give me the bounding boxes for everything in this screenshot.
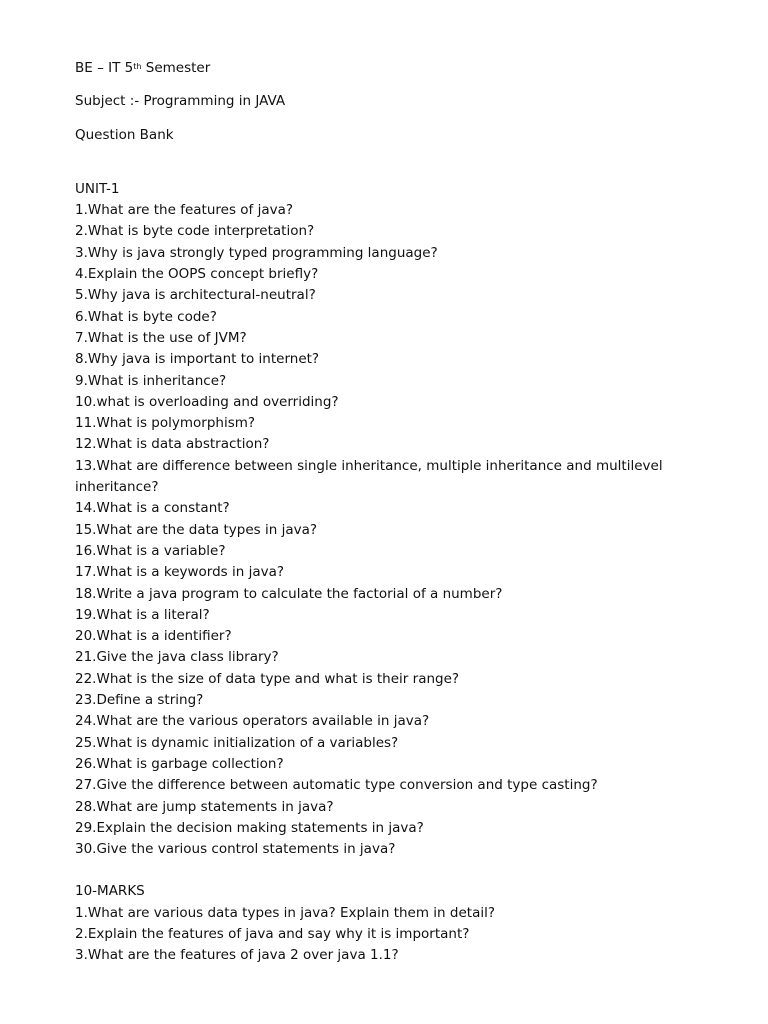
question-item: 16.What is a variable? [75, 542, 226, 559]
ten-marks-title: 10-MARKS [75, 883, 145, 900]
question-item: 5.Why java is architectural-neutral? [75, 287, 316, 304]
unit-1-title: UNIT-1 [75, 180, 120, 197]
semester-ordinal-suffix: th [133, 62, 142, 71]
question-item: 9.What is inheritance? [75, 372, 227, 389]
question-item: 19.What is a literal? [75, 606, 210, 623]
ten-marks-question-list [75, 903, 728, 967]
question-item: 26.What is garbage collection? [75, 755, 284, 772]
question-item: 15.What are the data types in java? [75, 521, 318, 538]
semester-prefix: BE – IT 5 [75, 60, 134, 76]
question-item: 12.What is data abstraction? [75, 436, 270, 453]
document-page [75, 58, 728, 967]
question-item: 29.Explain the decision making statements in java? [75, 819, 424, 836]
question-item: 11.What is polymorphism? [75, 415, 256, 432]
question-item: 28.What are jump statements in java? [75, 798, 334, 815]
question-item: 3.What are the features of java 2 over java 1.1? [75, 947, 399, 964]
section-gap [75, 860, 728, 881]
unit-1-question-list [75, 200, 728, 860]
question-item: 2.What is byte code interpretation? [75, 223, 315, 240]
semester-line [75, 58, 728, 79]
question-item: 27.Give the difference between automatic type conversion and type casting? [75, 777, 598, 794]
question-item: 21.Give the java class library? [75, 649, 279, 666]
question-item: 6.What is byte code? [75, 308, 217, 325]
semester-suffix: Semester [141, 60, 211, 76]
question-item: 25.What is dynamic initialization of a variables? [75, 734, 399, 751]
subject-line: Subject :- Programming in JAVA [75, 93, 286, 110]
question-item: 22.What is the size of data type and what is their range? [75, 670, 460, 687]
question-item: 14.What is a constant? [75, 500, 230, 517]
question-item: 13.What are difference between single inheritance, multiple inheritance and multilevel inheritance? [75, 457, 663, 496]
question-item: 1.What are the features of java? [75, 202, 294, 219]
question-item: 24.What are the various operators available in java? [75, 713, 430, 730]
question-item: 2.Explain the features of java and say why it is important? [75, 925, 470, 942]
question-item: 17.What is a keywords in java? [75, 564, 285, 581]
question-item: 20.What is a identifier? [75, 628, 232, 645]
question-item: 7.What is the use of JVM? [75, 329, 247, 346]
question-item: 10.what is overloading and overriding? [75, 393, 339, 410]
question-item: 18.Write a java program to calculate the factorial of a number? [75, 585, 503, 602]
document-type: Question Bank [75, 126, 174, 143]
question-item: 3.Why is java strongly typed programming language? [75, 244, 438, 261]
question-item: 30.Give the various control statements in java? [75, 841, 396, 858]
question-item: 8.Why java is important to internet? [75, 351, 320, 368]
question-item: 1.What are various data types in java? Explain them in detail? [75, 904, 496, 921]
question-item: 23.Define a string? [75, 692, 204, 709]
question-item: 4.Explain the OOPS concept briefly? [75, 266, 319, 283]
